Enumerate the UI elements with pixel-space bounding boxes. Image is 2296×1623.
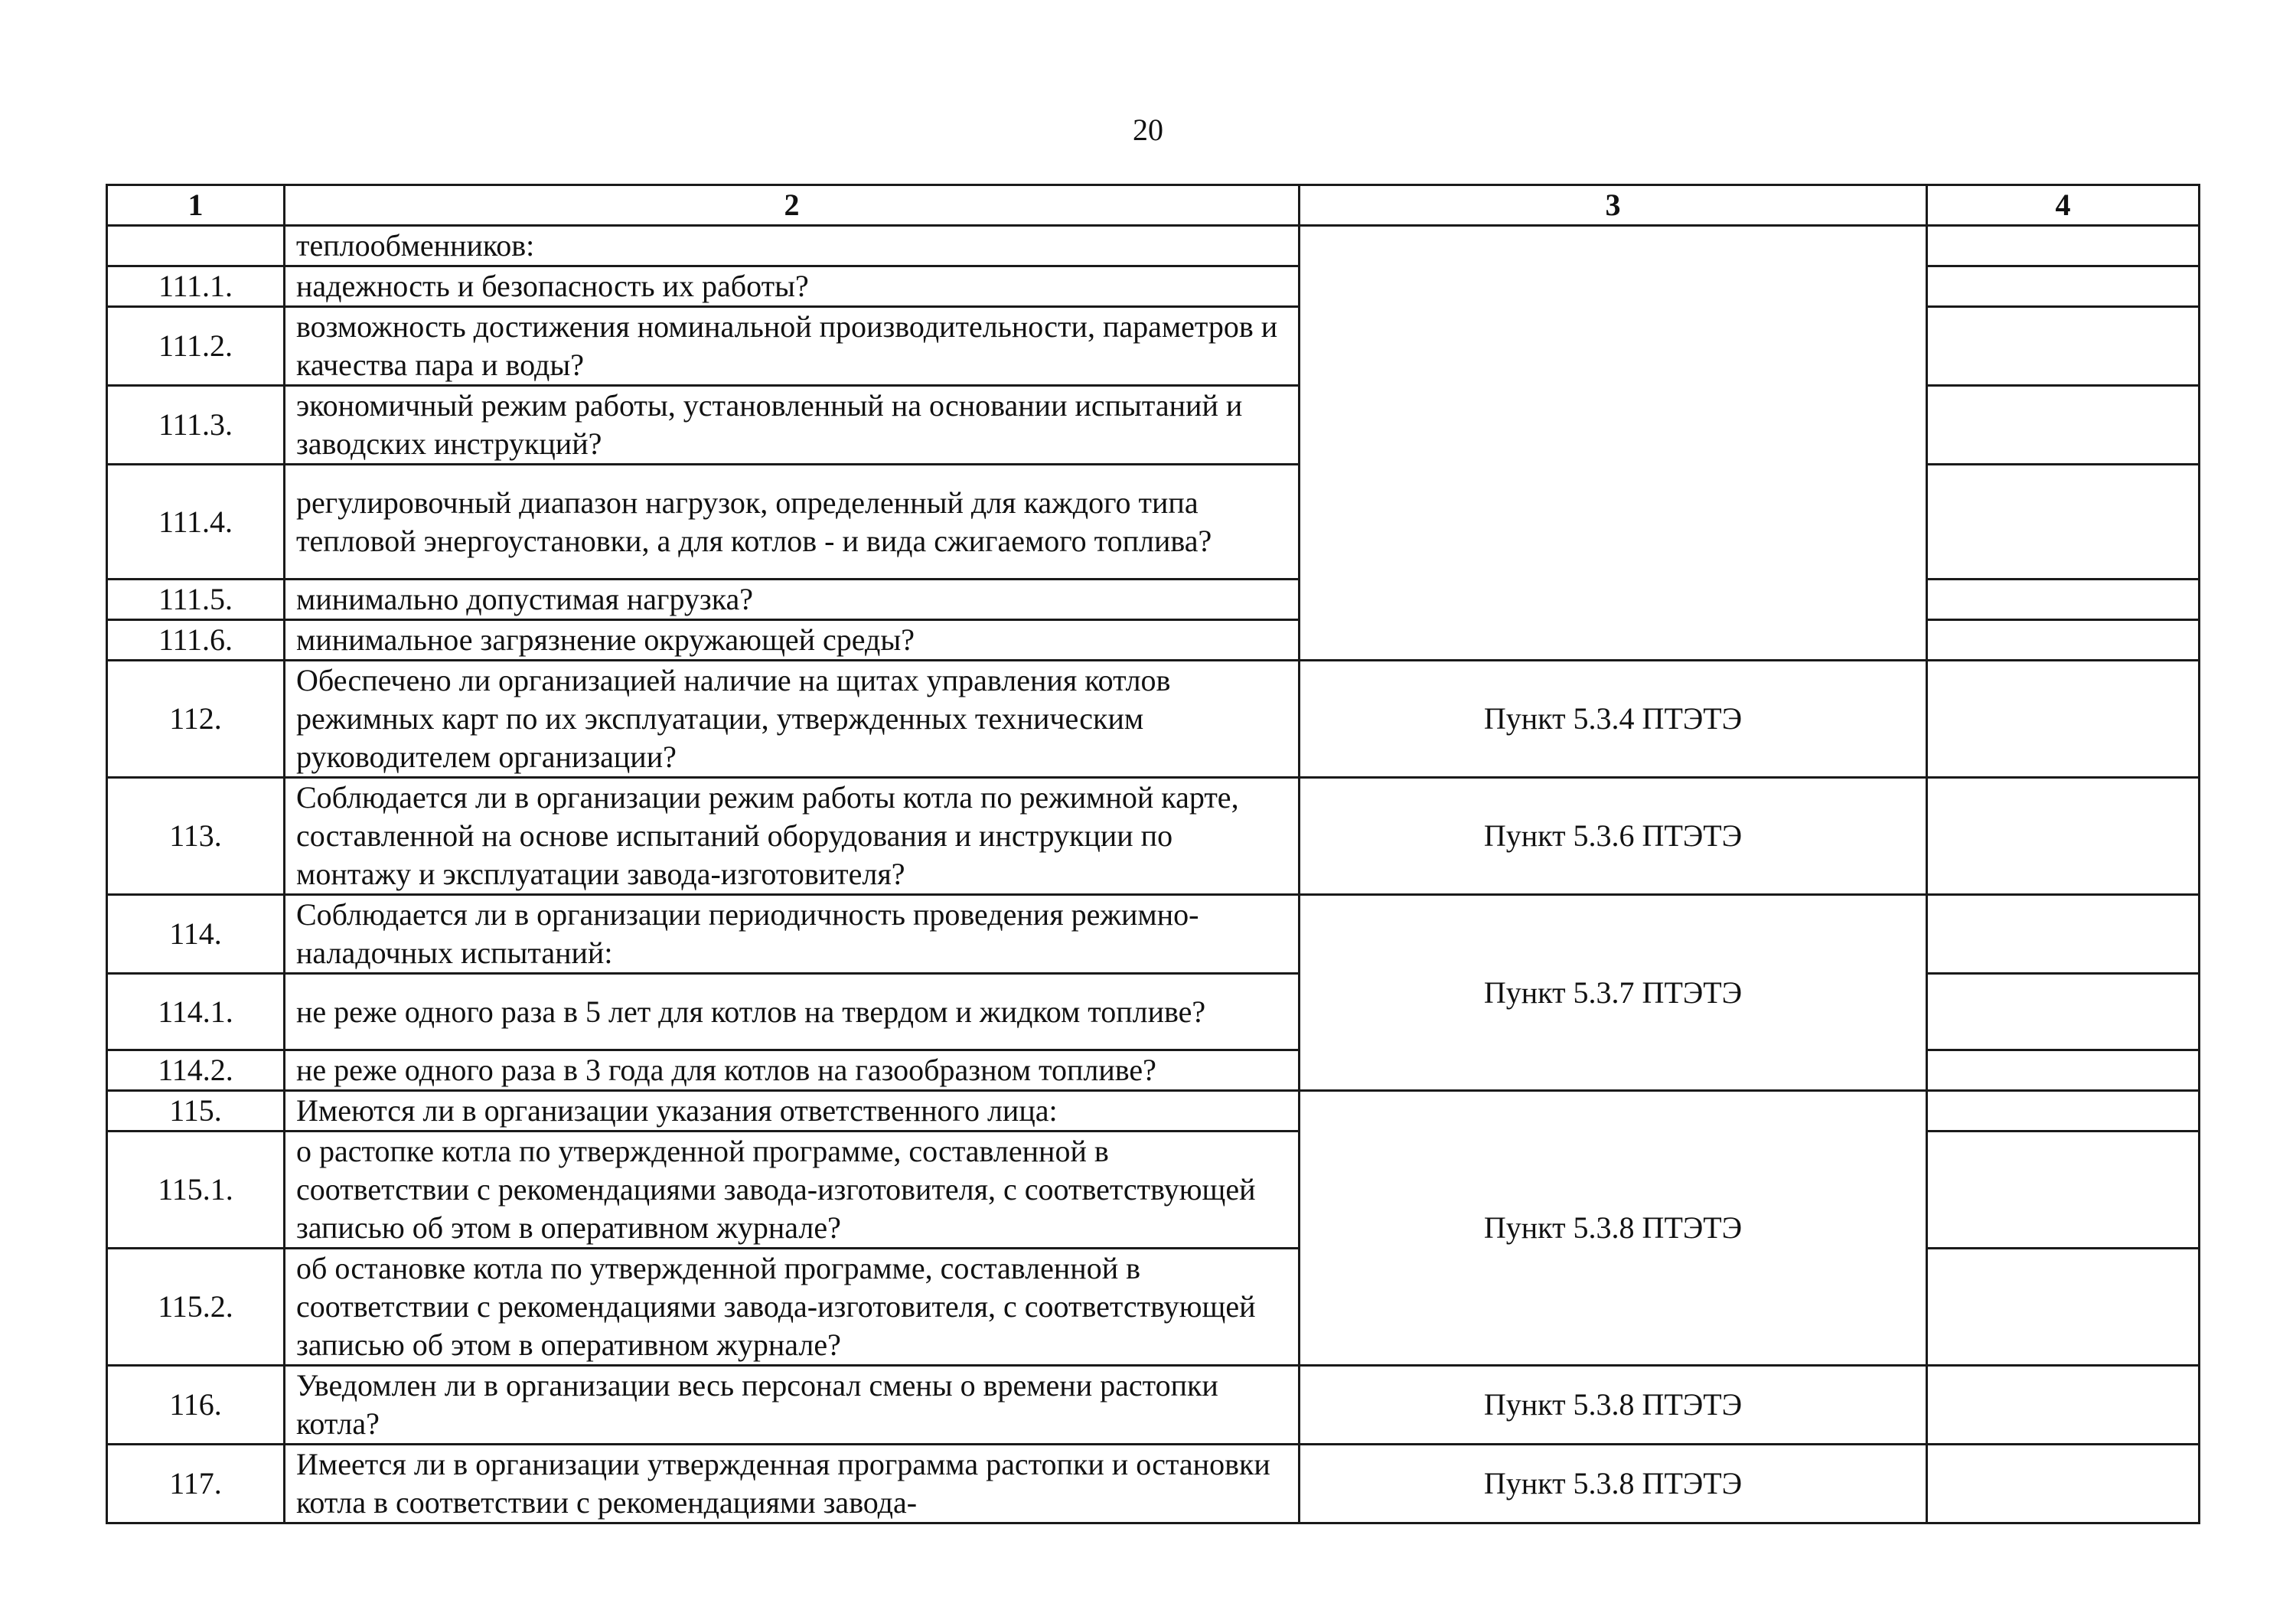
row-note (1927, 1091, 2200, 1132)
table-row (107, 778, 2200, 895)
row-number: 116. (107, 1366, 285, 1445)
row-reference: Пункт 5.3.8 ПТЭТЭ (1300, 1445, 1927, 1523)
row-question: не реже одного раза в 3 года для котлов на газообразном топливе? (285, 1050, 1300, 1091)
row-reference: Пункт 5.3.4 ПТЭТЭ (1300, 661, 1927, 778)
row-question: регулировочный диапазон нагрузок, определенный для каждого типа тепловой энергоустановки, а для котлов - и вида сжигаемого топлива? (285, 465, 1300, 580)
row-note (1927, 226, 2200, 266)
row-number: 111.3. (107, 386, 285, 465)
row-question: экономичный режим работы, установленный на основании испытаний и заводских инструкций? (285, 386, 1300, 465)
table-row (107, 226, 2200, 266)
row-reference: Пункт 5.3.6 ПТЭТЭ (1300, 778, 1927, 895)
row-note (1927, 661, 2200, 778)
row-number: 115.2. (107, 1249, 285, 1366)
row-number: 111.1. (107, 266, 285, 307)
row-number: 114. (107, 895, 285, 974)
row-note (1927, 1366, 2200, 1445)
header-row (107, 185, 2200, 226)
row-note (1927, 778, 2200, 895)
row-note (1927, 266, 2200, 307)
row-question: Соблюдается ли в организации периодичность проведения режимно-наладочных испытаний: (285, 895, 1300, 974)
row-question: Уведомлен ли в организации весь персонал смены о времени растопки котла? (285, 1366, 1300, 1445)
row-number: 114.1. (107, 974, 285, 1050)
row-note (1927, 974, 2200, 1050)
header-col-4: 4 (1927, 185, 2200, 226)
page-number: 20 (1133, 113, 1163, 147)
row-note (1927, 465, 2200, 580)
row-question: о растопке котла по утвержденной программе, составленной в соответствии с рекомендациями завода-изготовителя, с соответствующей записью об этом в оперативном журнале? (285, 1132, 1300, 1249)
row-number: 111.6. (107, 620, 285, 661)
row-note (1927, 386, 2200, 465)
row-number: 115. (107, 1091, 285, 1132)
row-question: Обеспечено ли организацией наличие на щитах управления котлов режимных карт по их эксплуатации, утвержденных техническим руководителем организации? (285, 661, 1300, 778)
row-question: не реже одного раза в 5 лет для котлов на твердом и жидком топливе? (285, 974, 1300, 1050)
row-note (1927, 895, 2200, 974)
row-reference: Пункт 5.3.8 ПТЭТЭ (1300, 1366, 1927, 1445)
row-reference: Пункт 5.3.7 ПТЭТЭ (1300, 895, 1927, 1091)
checklist-table (106, 184, 2200, 1524)
row-question: об остановке котла по утвержденной программе, составленной в соответствии с рекомендациями завода-изготовителя, с соответствующей записью об этом в оперативном журнале? (285, 1249, 1300, 1366)
row-question: возможность достижения номинальной производительности, параметров и качества пара и воды? (285, 307, 1300, 386)
row-question: минимальное загрязнение окружающей среды? (285, 620, 1300, 661)
row-number: 115.1. (107, 1132, 285, 1249)
row-number: 111.4. (107, 465, 285, 580)
header-col-3: 3 (1300, 185, 1927, 226)
row-number: 113. (107, 778, 285, 895)
table-row (107, 895, 2200, 974)
row-number (107, 226, 285, 266)
table-row (107, 1091, 2200, 1132)
row-reference: Пункт 5.3.8 ПТЭТЭ (1300, 1091, 1927, 1366)
table-row (107, 1445, 2200, 1523)
row-question: Имеется ли в организации утвержденная программа растопки и остановки котла в соответствии с рекомендациями завода- (285, 1445, 1300, 1523)
row-question: Соблюдается ли в организации режим работы котла по режимной карте, составленной на основе испытаний оборудования и инструкции по монтажу и эксплуатации завода-изготовителя? (285, 778, 1300, 895)
row-number: 111.5. (107, 580, 285, 620)
row-note (1927, 620, 2200, 661)
row-number: 114.2. (107, 1050, 285, 1091)
row-number: 117. (107, 1445, 285, 1523)
header-col-1: 1 (107, 185, 285, 226)
row-note (1927, 1132, 2200, 1249)
row-question: теплообменников: (285, 226, 1300, 266)
row-number: 112. (107, 661, 285, 778)
row-note (1927, 1445, 2200, 1523)
row-reference (1300, 226, 1927, 661)
row-question: надежность и безопасность их работы? (285, 266, 1300, 307)
row-note (1927, 307, 2200, 386)
table-row (107, 1366, 2200, 1445)
row-note (1927, 1249, 2200, 1366)
row-note (1927, 1050, 2200, 1091)
row-number: 111.2. (107, 307, 285, 386)
row-question: минимально допустимая нагрузка? (285, 580, 1300, 620)
row-note (1927, 580, 2200, 620)
row-question: Имеются ли в организации указания ответственного лица: (285, 1091, 1300, 1132)
table-row (107, 661, 2200, 778)
header-col-2: 2 (285, 185, 1300, 226)
